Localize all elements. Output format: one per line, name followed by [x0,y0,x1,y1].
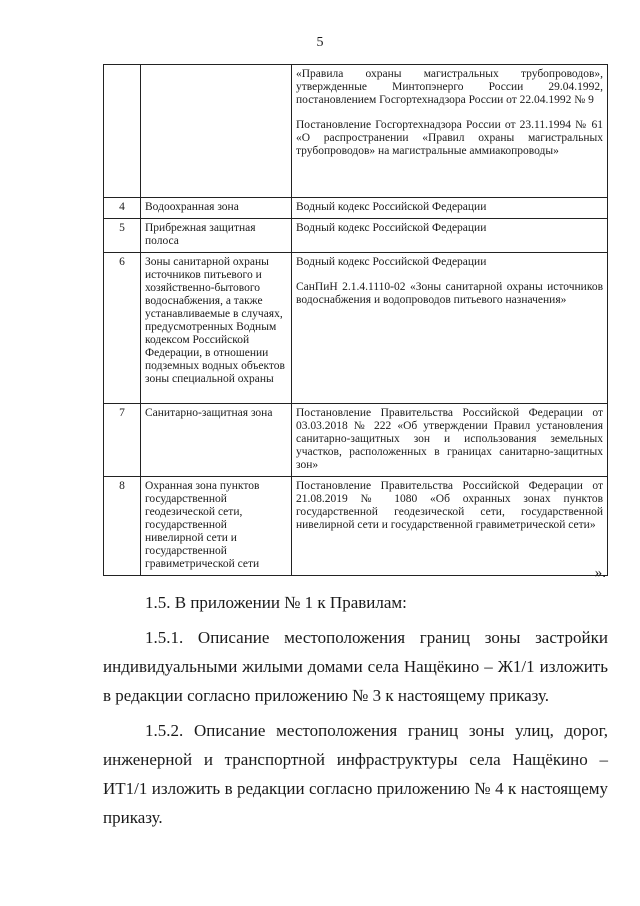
paragraph-1-5-1: 1.5.1. Описание местоположения границ зоны застройки индивидуальными жилыми домами села Нащёкино – Ж1/1 изложить в редакции согласно приложению № 3 к настоящему приказу. [103,628,608,705]
table-row [104,219,608,253]
document-text: Водный кодекс Российской Федерации [296,222,487,234]
document-cell [292,198,608,219]
zone-name-cell: Водоохранная зона [141,198,292,219]
body-text [103,588,608,838]
table-row [104,253,608,404]
paragraph-1-5-2: 1.5.2. Описание местоположения границ зоны улиц, дорог, инженерной и транспортной инфраструктуры села Нащёкино – ИТ1/1 изложить в редакции согласно приложению № 4 к настоящему приказу. [103,721,608,827]
document-cell [292,219,608,253]
zone-name-cell: Охранная зона пунктов государственной геодезической сети, государственной нивелирной сети и государственной гравиметрической сети [141,477,292,576]
zones-table [103,64,608,576]
page-number: 5 [316,35,324,50]
row-number-cell: 8 [104,477,141,576]
zone-name-cell: Зоны санитарной охраны источников питьевого и хозяйственно-бытового водоснабжения, а также устанавливаемые в случаях, предусмотренных Водным кодексом Российской Федерации, в отношении подземных водных объектов зоны специальной охраны [141,253,292,404]
paragraph-1-5: 1.5. В приложении № 1 к Правилам: [145,593,407,612]
row-number-cell: 6 [104,253,141,404]
document-text: Водный кодекс Российской Федерации [296,256,487,268]
zone-name-cell [141,65,292,198]
table-row [104,65,608,198]
document-text: Постановление Правительства Российской Федерации от 03.03.2018 № 222 «Об утверждении Правил установления санитарно-защитных зон и использования земельных участков, расположенных в границах санитарно-защитных зон» [296,407,603,471]
table-row [104,404,608,477]
document-cell [292,477,608,576]
row-number-cell: 5 [104,219,141,253]
zone-name-cell: Санитарно-защитная зона [141,404,292,477]
row-number-cell [104,65,141,198]
document-text: «Правила охраны магистральных трубопроводов», утвержденные Минтопэнерго России 29.04.1992, постановлением Госгортехнадзора России от 22.04.1992 № 9 [296,68,603,106]
row-number-cell: 7 [104,404,141,477]
table-row [104,198,608,219]
document-cell [292,404,608,477]
zone-name-cell: Прибрежная защитная полоса [141,219,292,253]
table-row [104,477,608,576]
closing-quote: ». [594,565,606,581]
document-cell [292,65,608,198]
document-text: Постановление Госгортехнадзора России от 23.11.1994 № 61 «О распространении «Правил охраны магистральных трубопроводов» на магистральные аммиакопроводы» [296,119,603,157]
row-number-cell: 4 [104,198,141,219]
document-text: Постановление Правительства Российской Федерации от 21.08.2019 № 1080 «Об охранных зонах пунктов государственной геодезической сети, государственной нивелирной сети и государственной гравиметрической сети» [296,480,603,531]
document-cell [292,253,608,404]
document-text: Водный кодекс Российской Федерации [296,201,487,213]
document-text: СанПиН 2.1.4.1110-02 «Зоны санитарной охраны источников водоснабжения и водопроводов питьевого назначения» [296,281,603,306]
